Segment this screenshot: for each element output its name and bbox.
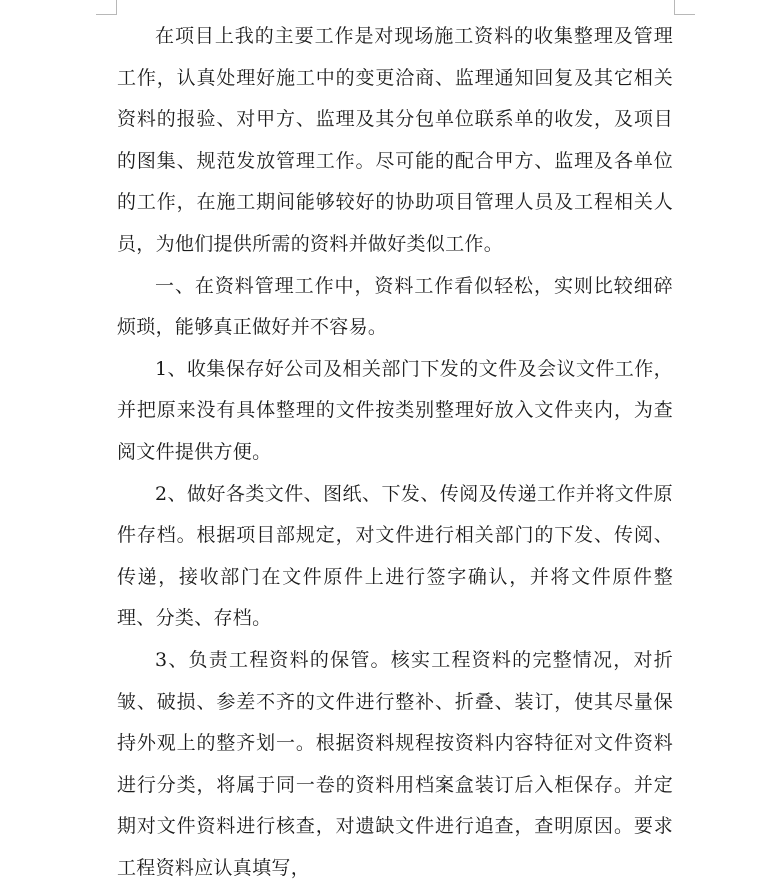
paragraph-item-1: 1、收集保存好公司及相关部门下发的文件及会议文件工作，并把原来没有具体整理的文件按类别整理好放入文件夹内，为查阅文件提供方便。 <box>117 357 673 463</box>
paragraph-item-2: 2、做好各类文件、图纸、下发、传阅及传递工作并将文件原件存档。根据项目部规定，对文件进行相关部门的下发、传阅、传递，接收部门在文件原件上进行签字确认，并将文件原件整理、分类、存档。 <box>117 482 673 630</box>
top-left-margin-mark <box>96 0 117 15</box>
top-right-margin-mark <box>674 0 695 15</box>
document-body <box>117 0 673 889</box>
paragraph-section-1: 一、在资料管理工作中，资料工作看似轻松，实则比较细碎烦琐，能够真正做好并不容易。 <box>117 274 673 339</box>
paragraph-item-3: 3、负责工程资料的保管。核实工程资料的完整情况，对折皱、破损、参差不齐的文件进行整补、折叠、装订，使其尽量保持外观上的整齐划一。根据资料规程按资料内容特征对文件资料进行分类，将属于同一卷的资料用档案盒装订后入柜保存。并定期对文件资料进行核查，对遗缺文件进行追查，查明原因。要求工程资料应认真填写， <box>117 648 673 879</box>
paragraph-intro: 在项目上我的主要工作是对现场施工资料的收集整理及管理工作，认真处理好施工中的变更洽商、监理通知回复及其它相关资料的报验、对甲方、监理及其分包单位联系单的收发，及项目的图集、规范发放管理工作。尽可能的配合甲方、监理及各单位的工作，在施工期间能够较好的协助项目管理人员及工程相关人员，为他们提供所需的资料并做好类似工作。 <box>117 25 673 255</box>
